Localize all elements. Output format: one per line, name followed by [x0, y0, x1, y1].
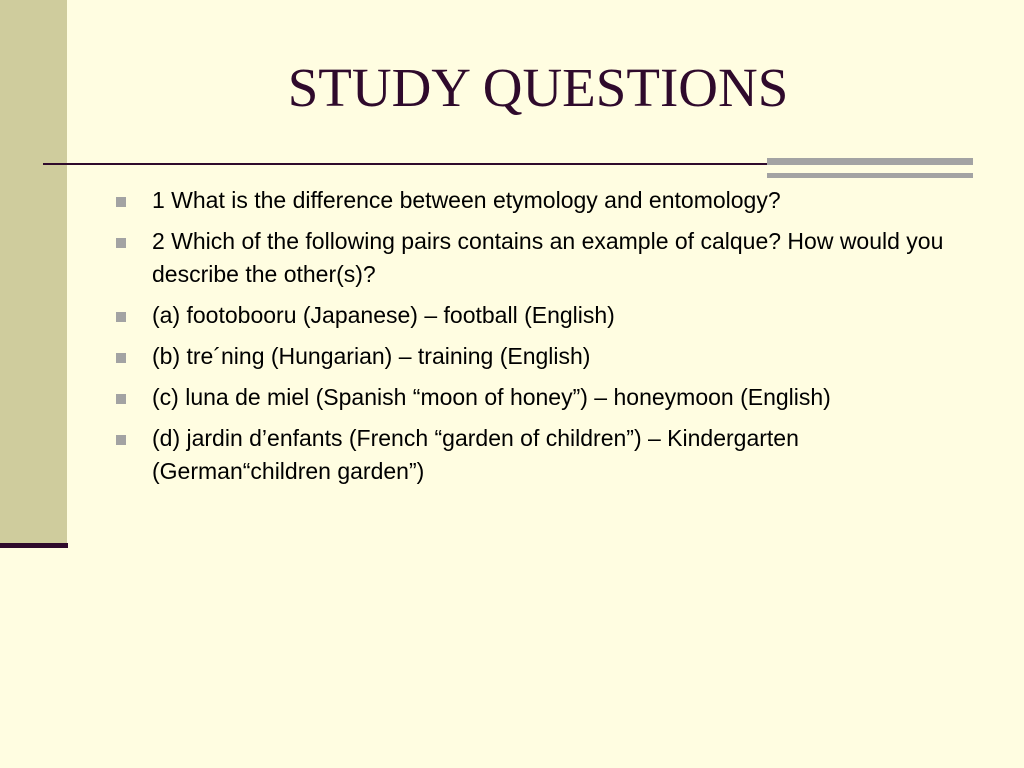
list-item-text: (c) luna de miel (Spanish “moon of honey”) – honeymoon (English)	[152, 384, 831, 410]
slide-title: STUDY QUESTIONS	[287, 57, 789, 118]
list-item-text: 1 What is the difference between etymology and entomology?	[152, 187, 781, 213]
list-item-text: (a) footobooru (Japanese) – football (English)	[152, 302, 615, 328]
square-bullet-icon	[116, 197, 126, 207]
square-bullet-icon	[116, 238, 126, 248]
list-item-text: 2 Which of the following pairs contains an example of calque? How would you describe the other(s)?	[152, 228, 944, 287]
divider-accent-bar-middle	[767, 163, 973, 165]
square-bullet-icon	[116, 353, 126, 363]
square-bullet-icon	[116, 312, 126, 322]
square-bullet-icon	[116, 435, 126, 445]
left-decorative-band	[0, 0, 67, 543]
list-item	[113, 381, 973, 414]
list-item	[113, 184, 973, 217]
list-item	[113, 340, 973, 373]
divider-accent-bar-bottom	[767, 173, 973, 178]
list-item	[113, 299, 973, 332]
list-item	[113, 225, 973, 291]
list-item-text: (b) tre´ning (Hungarian) – training (English)	[152, 343, 591, 369]
list-item-text: (d) jardin d’enfants (French “garden of children”) – Kindergarten (German“children garden”)	[152, 425, 799, 484]
square-bullet-icon	[116, 394, 126, 404]
list-item	[113, 422, 973, 488]
study-question-list	[113, 184, 973, 496]
left-band-underline	[0, 543, 68, 548]
